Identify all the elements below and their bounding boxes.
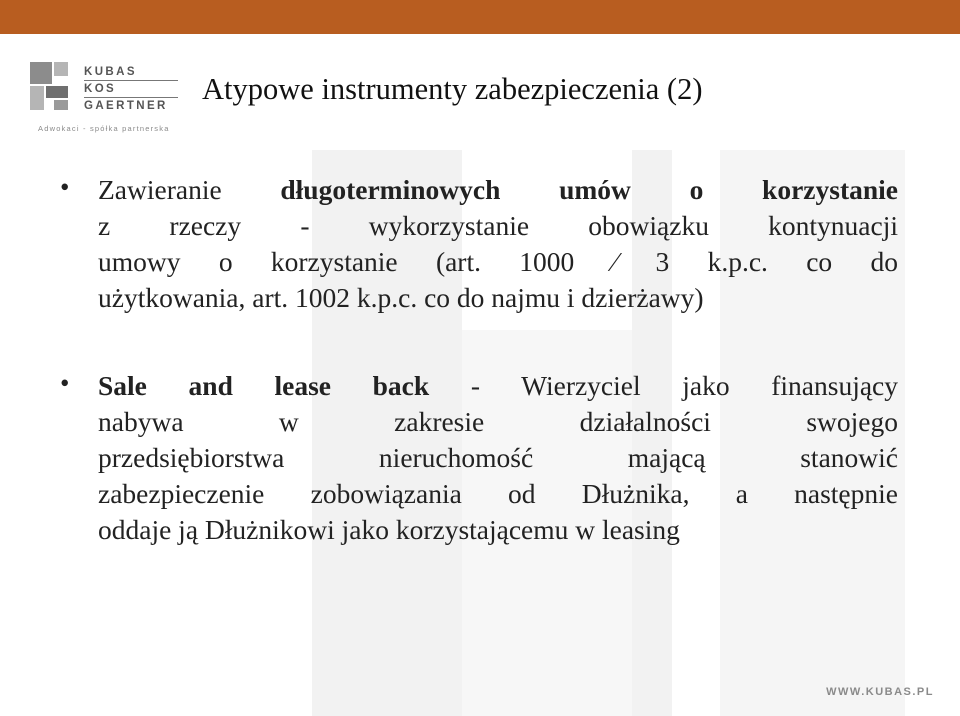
footer-website: WWW.KUBAS.PL bbox=[826, 686, 934, 698]
logo-tagline: Adwokaci - spółka partnerska bbox=[38, 124, 170, 133]
paragraph-line: umowy o korzystanie (art. 1000 ⁄ 3 k.p.c. co do bbox=[98, 246, 898, 277]
top-accent-bar bbox=[0, 0, 960, 34]
paragraph-line: użytkowania, art. 1002 k.p.c. co do najmu i dzierżawy) bbox=[98, 282, 704, 313]
paragraph-line: Sale and lease back - Wierzyciel jako finansujący bbox=[98, 370, 898, 401]
bullet-marker: • bbox=[60, 172, 70, 202]
paragraph-line: zabezpieczenie zobowiązania od Dłużnika, a następnie bbox=[98, 478, 898, 509]
bullet-paragraph-1 bbox=[98, 172, 898, 316]
paragraph-line: nabywa w zakresie działalności swojego bbox=[98, 406, 898, 437]
bullet-paragraph-2 bbox=[98, 368, 898, 548]
logo-name-line3: GAERTNER bbox=[84, 100, 168, 112]
paragraph-line: Zawieranie długoterminowych umów o korzystanie bbox=[98, 174, 898, 205]
logo-divider bbox=[84, 80, 178, 81]
logo-name-line1: KUBAS bbox=[84, 66, 137, 78]
company-logo bbox=[30, 62, 180, 137]
logo-divider bbox=[84, 97, 178, 98]
paragraph-line: przedsiębiorstwa nieruchomość mającą stanowić bbox=[98, 442, 898, 473]
paragraph-line: oddaje ją Dłużnikowi jako korzystającemu w leasing bbox=[98, 514, 680, 545]
logo-name-line2: KOS bbox=[84, 83, 117, 95]
paragraph-line: z rzeczy - wykorzystanie obowiązku kontynuacji bbox=[98, 210, 898, 241]
slide-title: Atypowe instrumenty zabezpieczenia (2) bbox=[202, 72, 703, 106]
bullet-marker: • bbox=[60, 368, 70, 398]
logo-mark-icon bbox=[30, 62, 78, 110]
